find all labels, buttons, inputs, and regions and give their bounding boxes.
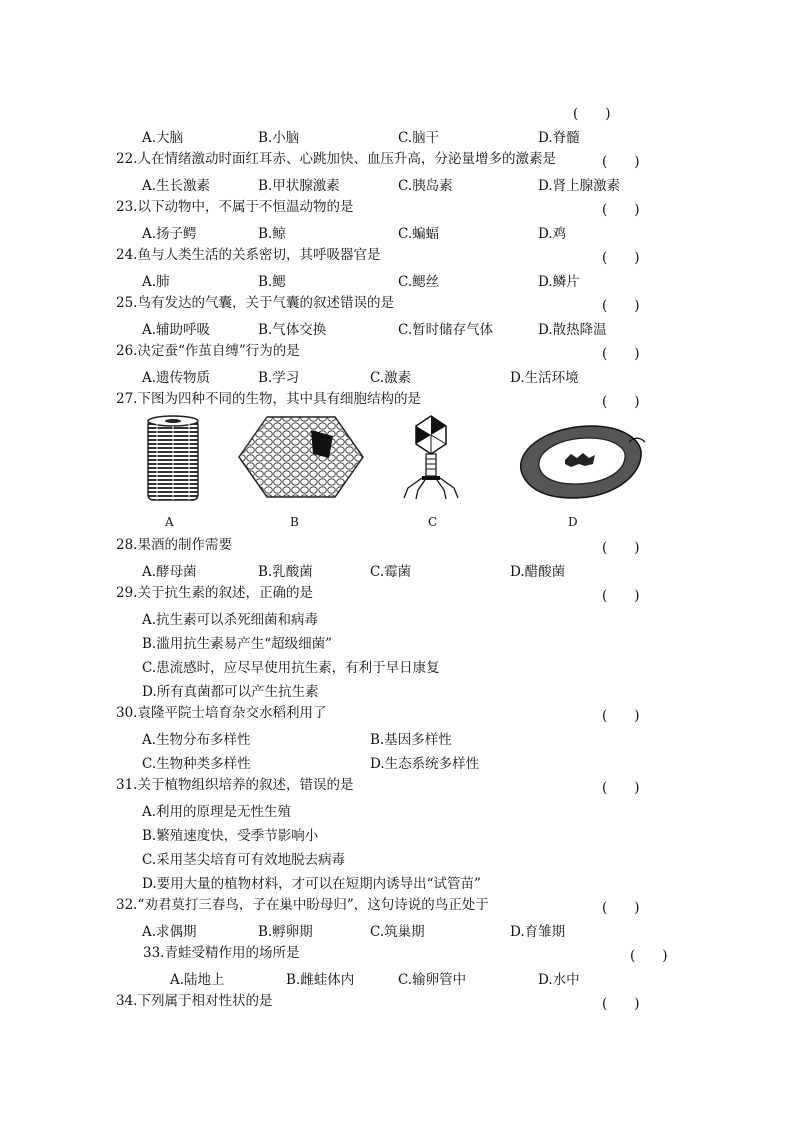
- option-b: B.雌蛙体内: [286, 972, 355, 988]
- option-c: C.输卵管中: [398, 972, 467, 988]
- answer-blank: ( ): [602, 996, 640, 1012]
- answer-blank: ( ): [602, 202, 640, 218]
- option-c: C.蝙蝠: [398, 226, 440, 242]
- option-c: C.筑巢期: [370, 924, 425, 940]
- option-c: C.患流感时，应尽早使用抗生素，有利于早日康复: [142, 660, 440, 676]
- question-26-stem: 26.决定蚕“作茧自缚”行为的是: [116, 343, 300, 359]
- bacteriophage-figure: [400, 414, 462, 500]
- option-a: A.酵母菌: [142, 564, 197, 580]
- option-c: C.暂时储存气体: [398, 322, 494, 338]
- option-b: B.乳酸菌: [258, 564, 313, 580]
- question-29-stem: 29.关于抗生素的叙述，正确的是: [116, 585, 313, 601]
- option-b: B.孵卵期: [258, 924, 313, 940]
- option-a: A.生长激素: [142, 178, 211, 194]
- figure-label-c: C: [428, 515, 438, 529]
- question-33-stem: 33.青蛙受精作用的场所是: [143, 945, 300, 961]
- option-b: B.基因多样性: [370, 732, 452, 748]
- option-a: A.遗传物质: [142, 370, 211, 386]
- question-28-stem: 28.果酒的制作需要: [116, 537, 232, 553]
- answer-blank: ( ): [573, 106, 611, 122]
- option-c: C.胰岛素: [398, 178, 453, 194]
- question-34-stem: 34.下列属于相对性状的是: [116, 993, 273, 1009]
- option-d: D.生态系统多样性: [370, 756, 480, 772]
- figure-label-d: D: [568, 515, 578, 529]
- option-a: A.求偶期: [142, 924, 197, 940]
- question-22-stem: 22.人在情绪激动时面红耳赤、心跳加快、血压升高，分泌量增多的激素是: [116, 151, 556, 167]
- option-b: B.甲状腺激素: [258, 178, 340, 194]
- option-a: A.利用的原理是无性生殖: [142, 804, 292, 820]
- option-b: B.气体交换: [258, 322, 327, 338]
- option-d: D.要用大量的植物材料，才可以在短期内诱导出“试管苗”: [142, 876, 481, 892]
- answer-blank: ( ): [602, 900, 640, 916]
- option-d: D.肾上腺激素: [538, 178, 621, 194]
- option-a: A.辅助呼吸: [142, 322, 211, 338]
- question-27-stem: 27.下图为四种不同的生物，其中具有细胞结构的是: [116, 391, 421, 407]
- option-a: A.肺: [142, 274, 170, 290]
- answer-blank: ( ): [602, 540, 640, 556]
- option-d: D.醋酸菌: [510, 564, 566, 580]
- option-d: D.鳞片: [538, 274, 580, 290]
- answer-blank: ( ): [602, 154, 640, 170]
- option-d: D.脊髓: [538, 130, 580, 146]
- question-32-stem: 32.“劝君莫打三春鸟，子在巢中盼母归”，这句诗说的鸟正处于: [116, 897, 489, 913]
- option-c: C.霉菌: [370, 564, 412, 580]
- option-b: B.鲸: [258, 226, 286, 242]
- option-a: A.大脑: [142, 130, 184, 146]
- option-c: C.激素: [370, 370, 412, 386]
- virus-polyhedron-figure: [237, 414, 365, 500]
- option-a: A.陆地上: [170, 972, 225, 988]
- option-c: C.鳃丝: [398, 274, 440, 290]
- question-31-stem: 31.关于植物组织培养的叙述，错误的是: [116, 777, 354, 793]
- answer-blank: ( ): [602, 780, 640, 796]
- option-b: B.滥用抗生素易产生“超级细菌”: [142, 636, 333, 652]
- option-d: D.所有真菌都可以产生抗生素: [142, 684, 319, 700]
- question-24-stem: 24.鱼与人类生活的关系密切，其呼吸器官是: [116, 247, 381, 263]
- option-d: D.散热降温: [538, 322, 607, 338]
- answer-blank: ( ): [602, 346, 640, 362]
- virus-cylinder-figure: [145, 414, 201, 502]
- option-d: D.生活环境: [510, 370, 579, 386]
- answer-blank: ( ): [602, 394, 640, 410]
- option-b: B.小脑: [258, 130, 300, 146]
- option-c: C.生物种类多样性: [142, 756, 251, 772]
- option-a: A.抗生素可以杀死细菌和病毒: [142, 612, 319, 628]
- answer-blank: ( ): [602, 708, 640, 724]
- answer-blank: ( ): [630, 948, 668, 964]
- answer-blank: ( ): [602, 588, 640, 604]
- option-b: B.学习: [258, 370, 300, 386]
- option-b: B.鳃: [258, 274, 286, 290]
- question-25-stem: 25.鸟有发达的气囊，关于气囊的叙述错误的是: [116, 295, 394, 311]
- question-23-stem: 23.以下动物中，不属于不恒温动物的是: [116, 199, 354, 215]
- figure-label-a: A: [165, 515, 174, 529]
- option-a: A.扬子鳄: [142, 226, 197, 242]
- option-c: C.采用茎尖培育可有效地脱去病毒: [142, 852, 346, 868]
- option-c: C.脑干: [398, 130, 440, 146]
- figure-label-b: B: [290, 515, 299, 529]
- question-30-stem: 30.袁隆平院士培育杂交水稻利用了: [116, 705, 327, 721]
- answer-blank: ( ): [602, 298, 640, 314]
- answer-blank: ( ): [602, 250, 640, 266]
- option-a: A.生物分布多样性: [142, 732, 251, 748]
- option-d: D.育雏期: [510, 924, 566, 940]
- bacterium-figure: [515, 420, 647, 502]
- option-d: D.水中: [538, 972, 580, 988]
- option-b: B.繁殖速度快，受季节影响小: [142, 828, 319, 844]
- option-d: D.鸡: [538, 226, 567, 242]
